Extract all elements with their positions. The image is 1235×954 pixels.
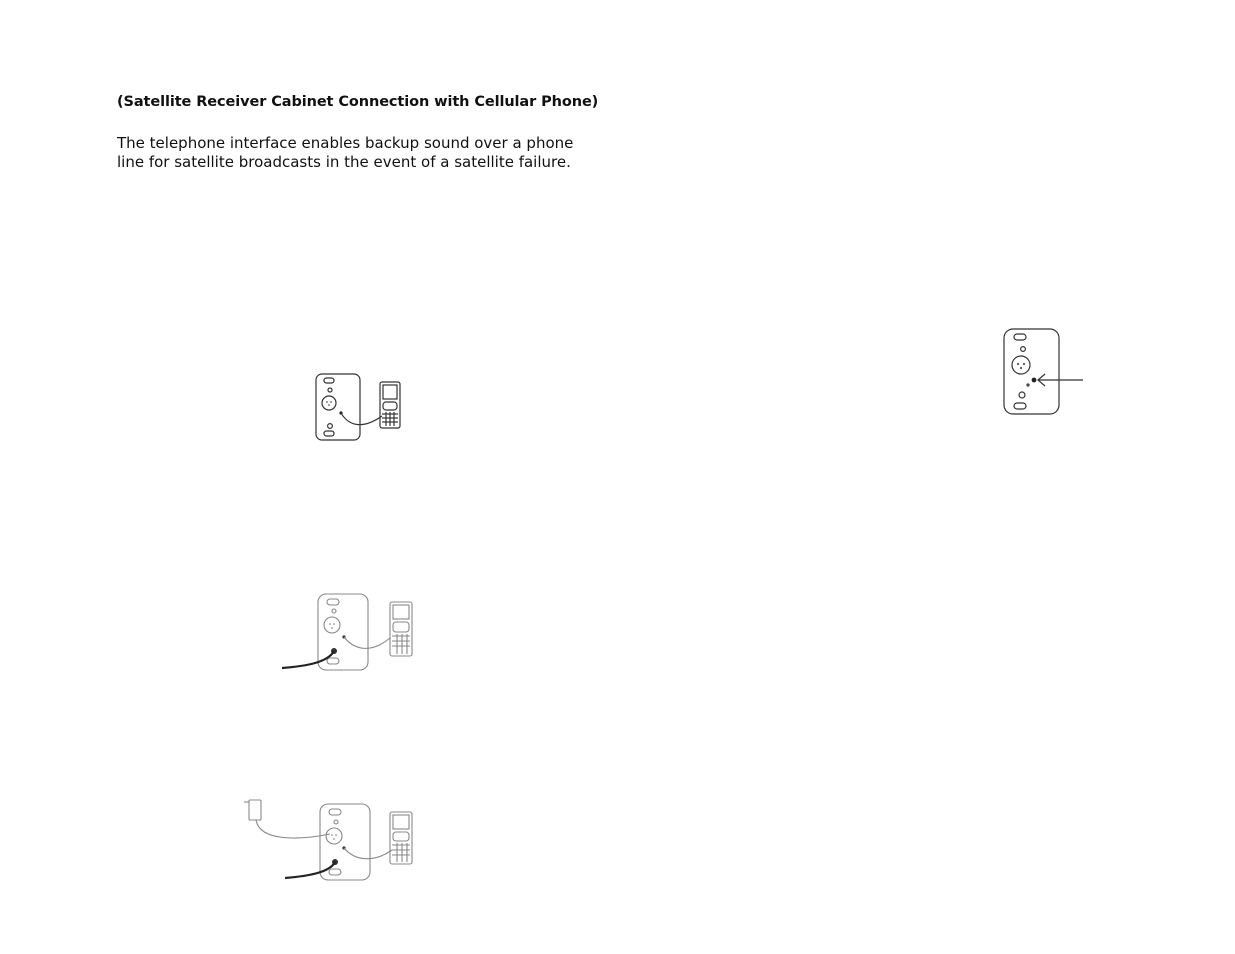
figure-plate-with-cellphone — [310, 370, 420, 445]
cellular-phone-icon — [390, 602, 412, 656]
phone-line-cable — [282, 651, 334, 668]
paragraph-line-1: The telephone interface enables backup sound over a phone — [117, 134, 574, 152]
arrow-icon — [1038, 374, 1083, 386]
figure-plate-with-cellphone-line-and-adapter — [240, 794, 420, 884]
phone-cord — [341, 413, 382, 425]
figure-plate-detail — [998, 325, 1088, 420]
cellular-phone-icon — [390, 812, 412, 864]
figure-plate-with-cellphone-and-line — [278, 590, 418, 675]
phone-cord — [344, 637, 390, 648]
wall-plate — [316, 374, 360, 440]
cellular-phone-icon — [380, 382, 400, 428]
intro-paragraph — [117, 134, 607, 172]
wall-plate — [1004, 329, 1059, 414]
page-heading: (Satellite Receiver Cabinet Connection with Cellular Phone) — [117, 94, 599, 110]
paragraph-line-2: line for satellite broadcasts in the event of a satellite failure. — [117, 153, 571, 171]
phone-cord — [344, 848, 392, 859]
power-adapter-icon — [244, 800, 261, 820]
adapter-cord — [256, 820, 330, 838]
phone-line-cable — [285, 862, 335, 878]
